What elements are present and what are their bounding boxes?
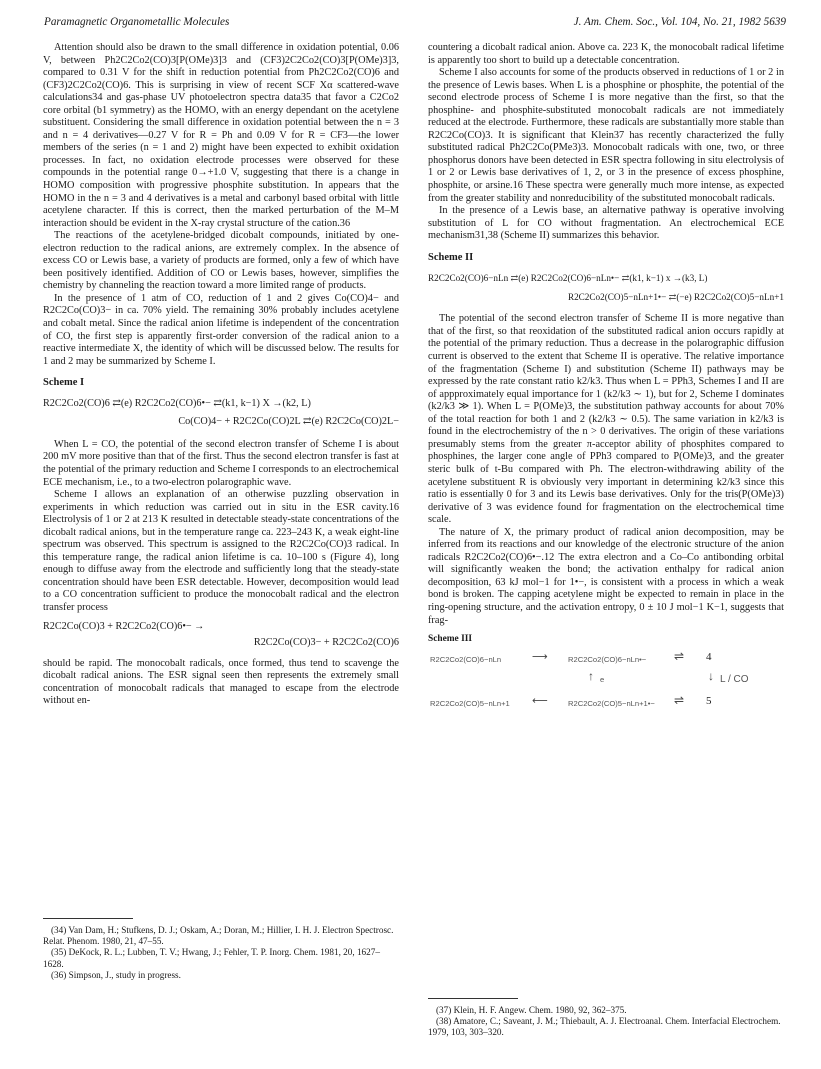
paragraph: In the presence of a Lewis base, an alternative pathway is operative involving substitution of L for CO without fragmentation. An electrochemical ECE mechanism31,38 (Scheme II) summarizes this behavior. [428, 205, 784, 242]
footnote-rule [428, 998, 518, 999]
paragraph: countering a dicobalt radical anion. Above ca. 223 K, the monocobalt radical lifetime is apparently too short to build up a detectable concentration. [428, 42, 784, 66]
paragraph: In the presence of 1 atm of CO, reduction of 1 and 2 gives Co(CO)4− and R2C2Co(CO)3− in ca. 70% yield. The remaining 30% probably includes acetylene and cobalt metal. Since the radical anion lifetime is independent of the concentration of CO, the first step is apparently first-order conversion of the radical anion to a reactive intermediate X, the identity of which will be discussed below. The results for 1 and 2 may be summarized by Scheme I. [43, 292, 399, 367]
paragraph: When L = CO, the potential of the second electron transfer of Scheme I is about 200 mV more positive than that of the first. Thus the second electron transfer is fast at the potential of the primary reduction and Scheme I corresponds to an electrochemical ECE mechanism, i.e., to a two-electron polarographic wave. [43, 438, 399, 488]
scheme-2-line-2: R2C2Co2(CO)5−nLn+1•− ⇄(−e) R2C2Co2(CO)5−nLn+1 [567, 291, 784, 302]
scheme-3-top-left: R2C2Co2(CO)6−nLn [430, 654, 502, 664]
paragraph: Scheme I allows an explanation of an otherwise puzzling observation in experiments in which reduction was carried out in situ in the ESR cavity.16 Electrolysis of 1 or 2 at 213 K resulted in detectable steady-state concentrations of the dicobalt radical anions, but in the temperature range ca. 223–243 K, a weak eight-line spectrum was observed. This spectrum is assigned to the R2C2Co(CO)3 radical. In this temperature range, the radical anion lifetime is ca. 10–100 s (Figure 4), long enough to diffuse away from the electrode and sufficiently long that the steady-state concentration should have been ESR detectable. However, decomposition would lead to a CO concentration sufficient to produce the monocobalt radical and the electron transfer process [43, 489, 399, 613]
arrow-up-icon: ↑ [588, 668, 594, 683]
equilibrium-arrow-icon: ⇌ [674, 692, 685, 707]
paragraph: The nature of X, the primary product of radical anion decomposition, may be inferred from its reactions and our knowledge of the electronic structure of the anion radicals R2C2Co2(CO)6•−.12 The extra electron and a Co–Co antibonding orbital will significantly weaken the bond; the activation enthalpy for radical anion decomposition, 63 kJ mol−1 for 1•−, is consistent with a process in which a weak bond is broken. The capping acetylene might be expected to remain in place in the ring-opening structure, and the activation entropy, 0 ± 10 J mol−1 K−1, suggests that frag- [428, 526, 784, 626]
equilibrium-arrow-icon: ⇌ [674, 648, 685, 663]
running-title: Paramagnetic Organometallic Molecules [44, 16, 230, 28]
scheme-3-bottom-right: R2C2Co2(CO)5−nLn+1•− [568, 698, 655, 708]
scheme-3-bottom-left: R2C2Co2(CO)5−nLn+1 [430, 698, 510, 708]
journal-citation: J. Am. Chem. Soc., Vol. 104, No. 21, 1982 5639 [573, 16, 786, 28]
equation [43, 621, 399, 650]
scheme-3-e-label: e [600, 674, 605, 684]
scheme-3-title: Scheme III [428, 634, 473, 645]
footnotes-left [43, 925, 399, 981]
scheme-1 [43, 398, 399, 429]
compound-5-label: 5 [706, 694, 712, 707]
scheme-2 [428, 272, 784, 303]
footnote: (38) Amatore, C.; Saveant, J. M.; Thiebault, A. J. Electroanal. Chem. Interfacial Electrochem. 1979, 103, 303–320. [428, 1016, 781, 1038]
scheme-1-title: Scheme I [43, 377, 85, 389]
footnote-rule [43, 918, 133, 919]
compound-4-label: 4 [706, 650, 712, 663]
scheme-2-line-1: R2C2Co2(CO)6−nLn ⇄(e) R2C2Co2(CO)6−nLn•− ⇄(k1, k−1) x →(k3, L) [428, 273, 708, 284]
footnote: (37) Klein, H. F. Angew. Chem. 1980, 92, 362–375. [436, 1005, 627, 1015]
paragraph: Attention should also be drawn to the small difference in oxidation potential, 0.06 V, between Ph2C2Co2(CO)3[P(OMe)3]3 and (CF3)2C2Co2(CO)3[P(OMe)3]3, compared to 0.31 V for the shift in reduction potential from Ph2C2Co2(CO)6 and (CF3)2C2Co2(CO)6. This is surprising in view of recent SCF Xα scattered-wave calculations34 and gas-phase UV photoelectron spectra data35 that favor a C2Co2 core orbital (b1 symmetry) as the HOMO, with an energy dependant on the acetylene substituent. Considering the small difference in oxidation potential between the n = 3 and n = 4 derivatives—0.27 V for R = Ph and 0.09 V for R = CF3—the lower members of the series (n = 1 and 2) might have been expected to exhibit oxidation processes. In fact, no oxidation electrode processes were observed for these compounds in the potential range 0→+1.0 V, suggesting that there is a change in HOMO composition with progressive phosphite substitution. In appears that the HOMO in the n = 3 and 4 derivatives is a metal and carbonyl based orbital with little acetylene character. If this is correct, then the marked perturbation of the M–M interaction should be evident in the X-ray crystal structure of the cation.36 [43, 42, 399, 229]
scheme-3-co-label: L / CO [720, 673, 749, 685]
scheme-1-line-1: R2C2Co2(CO)6 ⇄(e) R2C2Co2(CO)6•− ⇄(k1, k−1) X →(k2, L) [43, 397, 311, 409]
footnote: (34) Van Dam, H.; Stufkens, D. J.; Oskam, A.; Doran, M.; Hillier, I. H. J. Electron Spectrosc. Relat. Phenom. 1980, 21, 47–55. [43, 925, 394, 947]
equation-line-2: R2C2Co(CO)3− + R2C2Co2(CO)6 [253, 637, 399, 649]
paragraph: The potential of the second electron transfer of Scheme II is more negative than that of the first, so that reoxidation of the substituted radical anion occurs rapidly at the potential of the primary reduction. Thus a decrease in the polarographic diffusion current is observed to the extent that Scheme II is operative. The relative importance of the fragmentation (Scheme I) and substitution (Scheme II) pathways may be expressed by the rate constant ratio k2/k3. Thus when L = PPh3, Schemes I and II are of appproximately equal importance for 1 (k2/k3 ∼ 1), but for 2, Scheme I dominates (k2/k3 ≫ 1). When L = P(OMe)3, the substitution pathway accounts for about 70% of the total reaction for both 1 and 2 (k2/k3 ∼ 0.5). The same variation in k2/k3 is found in the electrochemistry of the n > 0 derivatives. The origin of these variations presumably stems from the greater π-acceptor ability of phosphites compared to phosphines, the larger cone angle of PPh3 compared to P(OMe)3, and the greater steric bulk of t-Bu compared with Ph. The electron-withdrawing ability of the acetylene substituent R is obviously very important in determining k2/k3 since this ratio is essentially 0 for 3 and its Lewis base derivatives. Only for the tris(P(OMe)3) derivative of 3 was evidence found for fragmentation on the electrochemical time scale. [428, 313, 784, 526]
running-header [44, 16, 786, 32]
footnotes-right [428, 1005, 784, 1039]
arrow-down-icon: ↓ [708, 668, 714, 683]
scheme-2-title: Scheme II [428, 251, 474, 263]
arrow-right-icon: ⟶ [532, 650, 548, 663]
scheme-3-top-right: R2C2Co2(CO)6−nLn•− [568, 654, 647, 664]
scheme-1-line-2: Co(CO)4− + R2C2Co(CO)2L ⇄(e) R2C2Co(CO)2L− [178, 416, 399, 428]
footnote: (36) Simpson, J., study in progress. [51, 969, 181, 980]
paragraph: should be rapid. The monocobalt radicals, once formed, thus tend to scavenge the dicobalt radical anions. The ESR signal seen then represents the extremely small concentration of monocobalt radicals that managed to escape from the electrode without en- [43, 657, 399, 707]
paragraph: Scheme I also accounts for some of the products observed in reductions of 1 or 2 in the presence of Lewis bases. When L is a phosphine or phosphite, the potential of the second electrode process of Scheme I is more negative than the first, so that the phosphine- and phosphite-substituted monocobalt radicals are not immediately reduced at the electrode. Furthermore, these radicals are substantially more stable than R2C2Co(CO)3. It is significant that Klein37 has recently characterized the fully substituted radical Ph2C2Co(PMe3)3. Monocobalt radicals with one, two, or three phosphorus donors have been detected in ESR spectra following in situ electrolysis of 1 or 2 or Lewis base derivatives of 1, 2, or 3 in the presence of excess phosphine, phosphite, or arsine.16 These spectra were generally much more intense, as expected from the greater stability and nonreducibility of the substituted monocobalt radicals. [428, 67, 784, 204]
right-column [428, 42, 784, 732]
arrow-left-icon: ⟵ [532, 694, 548, 707]
scheme-3-diagram [428, 650, 784, 732]
equation-line-1: R2C2Co(CO)3 + R2C2Co2(CO)6•− → [43, 620, 205, 632]
paragraph: The reactions of the acetylene-bridged dicobalt compounds, initiated by one-electron reduction to the radical anions, are extremely complex. In the absence of excess CO or Lewis base, a variety of products are formed, only a few of which have been positively identified. Addition of CO or Lewis bases, however, simplifies the chemistry by channeling the reaction toward a more limited range of products. [43, 230, 399, 292]
left-column [43, 42, 399, 708]
footnote: (35) DeKock, R. L.; Lubben, T. V.; Hwang, J.; Fehler, T. P. Inorg. Chem. 1981, 20, 1627–1628. [43, 947, 380, 969]
